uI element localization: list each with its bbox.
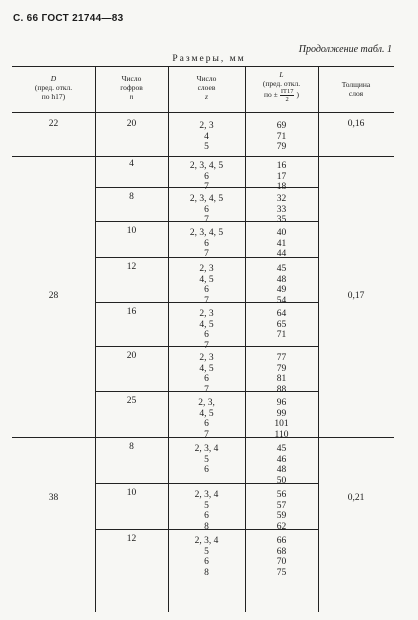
row-z-values bbox=[168, 309, 245, 351]
L-value: 17 bbox=[276, 171, 287, 182]
header-n-symbol: n bbox=[129, 92, 134, 101]
z-value: 2, 3 bbox=[199, 121, 214, 131]
z-value: 2, 3 bbox=[199, 309, 214, 319]
z-value: 7 bbox=[204, 249, 209, 259]
row-L-values bbox=[245, 264, 318, 306]
column-rule bbox=[318, 66, 319, 612]
z-value: 5 bbox=[204, 142, 209, 152]
row-z-values bbox=[168, 398, 245, 440]
row-L-values bbox=[245, 536, 318, 578]
L-value: 71 bbox=[276, 131, 287, 142]
z-value: 2, 3, 4, 5 bbox=[189, 161, 224, 171]
z-value: 2, 3, 4, 5 bbox=[189, 194, 224, 204]
L-value: 49 bbox=[276, 285, 287, 295]
header-z-subtitle: слоев bbox=[197, 83, 216, 92]
header-z bbox=[168, 74, 245, 101]
L-value: 45 bbox=[276, 264, 287, 274]
z-value: 2, 3, 4 bbox=[194, 490, 219, 500]
header-n-subtitle: гофров bbox=[120, 83, 143, 92]
L-value: 68 bbox=[276, 546, 287, 557]
group-t-value: 0,16 bbox=[347, 119, 365, 129]
L-value: 40 bbox=[276, 228, 287, 238]
row-n-value: 12 bbox=[126, 534, 137, 544]
header-z-title: Число bbox=[196, 74, 217, 83]
row-L-values bbox=[245, 353, 318, 395]
header-L-frac-num: IT17 bbox=[280, 88, 294, 95]
L-value: 79 bbox=[276, 142, 287, 152]
header-L-frac-den: 2 bbox=[285, 96, 289, 103]
L-value: 32 bbox=[276, 194, 287, 204]
z-value: 2, 3, 4 bbox=[194, 444, 219, 454]
L-value: 48 bbox=[276, 465, 287, 475]
row-n-value: 4 bbox=[129, 159, 134, 169]
L-value: 70 bbox=[276, 557, 287, 567]
z-value: 6 bbox=[204, 285, 209, 295]
L-value: 62 bbox=[276, 521, 287, 532]
z-value: 7 bbox=[204, 215, 209, 225]
z-value: 4, 5 bbox=[199, 408, 214, 419]
z-value: 5 bbox=[204, 500, 209, 511]
L-value: 81 bbox=[276, 374, 287, 384]
L-value: 46 bbox=[276, 454, 287, 465]
header-L-symbol: L bbox=[279, 70, 284, 79]
row-z-values bbox=[168, 444, 245, 476]
group-separator-rule bbox=[12, 156, 394, 157]
z-value: 6 bbox=[204, 557, 209, 567]
L-value: 45 bbox=[276, 444, 287, 454]
header-n bbox=[95, 74, 168, 101]
L-value: 59 bbox=[276, 511, 287, 521]
z-value: 4, 5 bbox=[199, 274, 214, 285]
header-D bbox=[12, 74, 95, 101]
z-value: 4, 5 bbox=[199, 363, 214, 374]
row-n-value: 10 bbox=[126, 488, 137, 498]
row-L-values bbox=[245, 194, 318, 226]
z-value: 4 bbox=[204, 131, 209, 142]
header-L-prefix: по ± bbox=[264, 90, 278, 100]
z-value: 2, 3 bbox=[199, 264, 214, 274]
header-L-fraction bbox=[280, 88, 295, 103]
row-L-values bbox=[245, 161, 318, 193]
z-value: 6 bbox=[204, 330, 209, 340]
L-value: 101 bbox=[274, 419, 289, 429]
row-z-values bbox=[168, 353, 245, 395]
dimensions-label: Размеры, мм bbox=[172, 54, 246, 64]
row-z-values bbox=[168, 161, 245, 193]
row-z-values bbox=[168, 228, 245, 260]
L-value: 110 bbox=[274, 429, 289, 440]
L-value: 79 bbox=[276, 363, 287, 374]
L-value: 48 bbox=[276, 274, 287, 285]
row-z-values bbox=[168, 121, 245, 153]
row-z-values bbox=[168, 536, 245, 578]
z-value: 8 bbox=[204, 521, 209, 532]
row-n-value: 12 bbox=[126, 262, 137, 272]
header-t-subtitle: слоя bbox=[348, 89, 364, 98]
row-n-value: 8 bbox=[129, 192, 134, 202]
header-z-symbol: z bbox=[205, 92, 208, 101]
group-D-value: 38 bbox=[48, 493, 59, 503]
z-value: 6 bbox=[204, 171, 209, 182]
row-n-value: 25 bbox=[126, 396, 137, 406]
L-value: 71 bbox=[276, 330, 287, 340]
z-value: 2, 3, 4 bbox=[194, 536, 219, 546]
L-value: 66 bbox=[276, 536, 287, 546]
header-D-tolerance-value: по h17) bbox=[41, 92, 66, 101]
z-value: 4, 5 bbox=[199, 319, 214, 330]
header-t-title: Толщина bbox=[341, 80, 371, 89]
z-value: 6 bbox=[204, 204, 209, 215]
header-D-tolerance: (пред. откл. bbox=[34, 83, 73, 92]
L-value: 54 bbox=[276, 295, 287, 306]
header-n-title: Число bbox=[121, 74, 142, 83]
L-value: 65 bbox=[276, 319, 287, 330]
z-value: 8 bbox=[204, 567, 209, 578]
z-value: 7 bbox=[204, 384, 209, 395]
L-value: 18 bbox=[276, 182, 287, 192]
row-n-value: 20 bbox=[126, 351, 137, 361]
row-n-value: 10 bbox=[126, 226, 137, 236]
table-top-rule bbox=[12, 66, 394, 67]
L-value: 88 bbox=[276, 384, 287, 395]
table-continuation-label: Продолжение табл. 1 bbox=[298, 44, 392, 55]
row-z-values bbox=[168, 490, 245, 532]
z-value: 7 bbox=[204, 340, 209, 351]
z-value: 6 bbox=[204, 511, 209, 521]
row-L-values bbox=[245, 309, 318, 341]
header-t bbox=[318, 80, 394, 98]
row-L-values bbox=[245, 444, 318, 486]
header-L bbox=[245, 70, 318, 103]
L-value: 33 bbox=[276, 204, 287, 215]
group-D-value: 28 bbox=[48, 291, 59, 301]
header-D-symbol: D bbox=[50, 74, 57, 83]
column-rule bbox=[95, 66, 96, 612]
L-value: 69 bbox=[276, 121, 287, 131]
L-value: 44 bbox=[276, 249, 287, 259]
z-value: 2, 3, bbox=[198, 398, 215, 408]
header-L-suffix: ) bbox=[296, 90, 299, 100]
z-value: 6 bbox=[204, 465, 209, 475]
L-value: 35 bbox=[276, 215, 287, 225]
row-n-value: 16 bbox=[126, 307, 137, 317]
L-value: 99 bbox=[276, 408, 287, 419]
row-L-values bbox=[245, 398, 318, 440]
group-t-value: 0,17 bbox=[347, 291, 365, 301]
page-header: С. 66 ГОСТ 21744—83 bbox=[13, 13, 124, 24]
L-value: 75 bbox=[276, 567, 287, 578]
z-value: 5 bbox=[204, 454, 209, 465]
z-value: 2, 3 bbox=[199, 353, 214, 363]
z-value: 7 bbox=[204, 295, 209, 306]
group-D-value: 22 bbox=[48, 119, 59, 129]
z-value: 5 bbox=[204, 546, 209, 557]
row-z-values bbox=[168, 194, 245, 226]
L-value: 64 bbox=[276, 309, 287, 319]
z-value: 7 bbox=[204, 429, 209, 440]
L-value: 77 bbox=[276, 353, 287, 363]
L-value: 56 bbox=[276, 490, 287, 500]
L-value: 41 bbox=[276, 238, 287, 249]
row-n-value: 20 bbox=[126, 119, 137, 129]
L-value: 50 bbox=[276, 475, 287, 486]
L-value: 16 bbox=[276, 161, 287, 171]
header-bottom-rule bbox=[12, 112, 394, 113]
row-L-values bbox=[245, 490, 318, 532]
z-value: 6 bbox=[204, 419, 209, 429]
row-n-value: 8 bbox=[129, 442, 134, 452]
z-value: 6 bbox=[204, 238, 209, 249]
z-value: 6 bbox=[204, 374, 209, 384]
z-value: 2, 3, 4, 5 bbox=[189, 228, 224, 238]
group-t-value: 0,21 bbox=[347, 493, 365, 503]
row-z-values bbox=[168, 264, 245, 306]
header-L-formula bbox=[245, 88, 318, 103]
z-value: 7 bbox=[204, 182, 209, 192]
row-L-values bbox=[245, 228, 318, 260]
L-value: 57 bbox=[276, 500, 287, 511]
row-L-values bbox=[245, 121, 318, 153]
L-value: 96 bbox=[276, 398, 287, 408]
header-L-tolerance: (пред. откл. bbox=[262, 79, 301, 88]
